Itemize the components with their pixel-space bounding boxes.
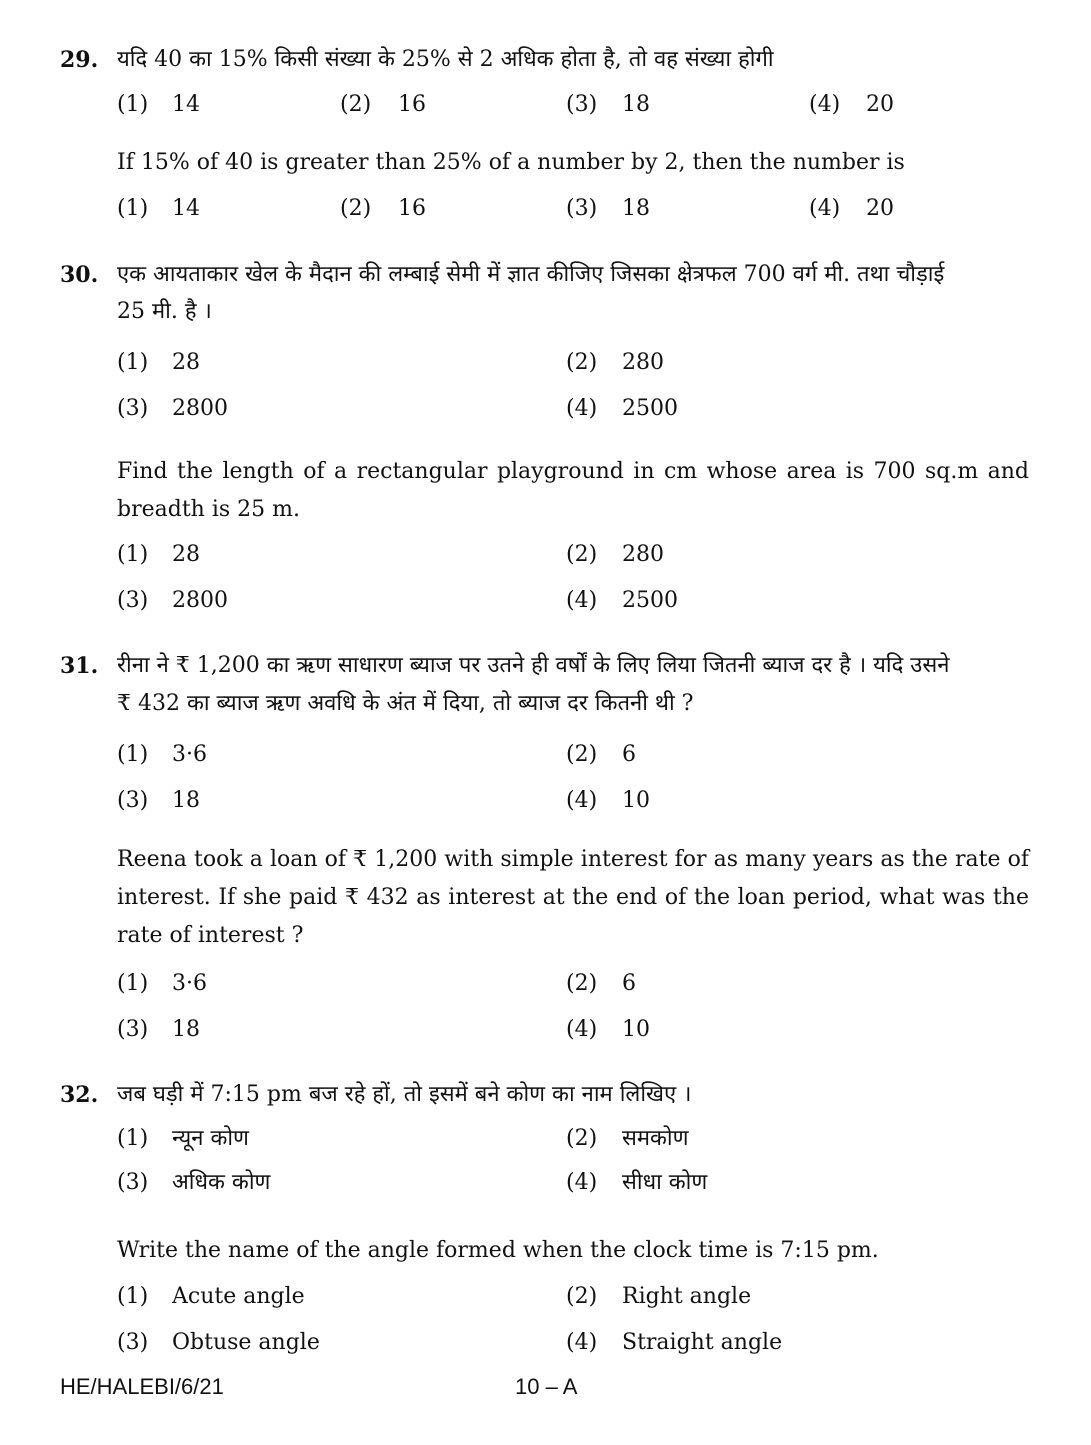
option-number: (4) — [566, 1330, 598, 1355]
option-number: (3) — [117, 1170, 149, 1195]
option-number: (3) — [566, 196, 598, 221]
option-value: 3·6 — [172, 742, 207, 767]
option-value: 18 — [622, 196, 650, 221]
option-value: 2500 — [622, 588, 678, 613]
option-value: 2800 — [172, 396, 228, 421]
option-value: 18 — [622, 92, 650, 117]
option-number: (2) — [340, 196, 372, 221]
option-value: 280 — [622, 542, 664, 567]
option-number: (1) — [117, 1284, 149, 1309]
footer-paper-code: HE/HALEBI/6/21 — [60, 1374, 224, 1399]
option-value: 18 — [172, 1017, 200, 1042]
option-number: (1) — [117, 350, 149, 375]
option-number: (1) — [117, 542, 149, 567]
option-number: (3) — [117, 788, 149, 813]
question-text-english: Reena took a loan of ₹ 1,200 with simple interest for as many years as the rate of interest. If she paid ₹ 432 as interest at the end of the loan period, what was the rate of interest ? — [117, 847, 1029, 948]
option-value: सीधा कोण — [622, 1170, 708, 1195]
option-number: (2) — [566, 1284, 598, 1309]
option-number: (4) — [566, 396, 598, 421]
option-value: 16 — [398, 92, 426, 117]
option-value: 10 — [622, 1017, 650, 1042]
option-value: न्यून कोण — [172, 1126, 249, 1151]
option-number: (2) — [566, 542, 598, 567]
option-number: (2) — [340, 92, 372, 117]
option-number: (2) — [566, 971, 598, 996]
question-number: 32. — [60, 1082, 99, 1108]
option-number: (3) — [117, 1330, 149, 1355]
option-value: 16 — [398, 196, 426, 221]
option-value: 14 — [172, 92, 200, 117]
option-value: 10 — [622, 788, 650, 813]
option-number: (1) — [117, 971, 149, 996]
option-value: 2800 — [172, 588, 228, 613]
question-text-english: Find the length of a rectangular playground in cm whose area is 700 sq.m and breadth is 25 m. — [117, 459, 1029, 522]
option-number: (3) — [117, 1017, 149, 1042]
question-text-hindi-line-2: ₹ 432 का ब्याज ऋण अवधि के अंत में दिया, तो ब्याज दर कितनी थी ? — [117, 691, 694, 716]
option-number: (4) — [566, 588, 598, 613]
question-number: 29. — [60, 47, 99, 73]
option-value: समकोण — [622, 1126, 689, 1151]
option-number: (2) — [566, 350, 598, 375]
option-number: (2) — [566, 742, 598, 767]
question-number: 30. — [60, 262, 99, 288]
question-text-english: Write the name of the angle formed when the clock time is 7:15 pm. — [117, 1238, 879, 1263]
option-number: (3) — [117, 588, 149, 613]
option-value: 6 — [622, 971, 636, 996]
option-value: अधिक कोण — [172, 1170, 271, 1195]
option-value: 2500 — [622, 396, 678, 421]
question-text-hindi-line-1: एक आयताकार खेल के मैदान की लम्बाई सेमी में ज्ञात कीजिए जिसका क्षेत्रफल 700 वर्ग मी. तथा चौड़ाई — [117, 262, 945, 287]
footer-page-number: 10 – A — [515, 1374, 578, 1399]
option-number: (3) — [566, 92, 598, 117]
option-number: (4) — [809, 92, 841, 117]
option-number: (4) — [566, 1017, 598, 1042]
option-number: (4) — [809, 196, 841, 221]
option-value: Acute angle — [172, 1284, 305, 1309]
question-text-hindi-line-2: 25 मी. है । — [117, 299, 212, 324]
option-number: (1) — [117, 742, 149, 767]
question-text-hindi: जब घड़ी में 7:15 pm बज रहे हों, तो इसमें बने कोण का नाम लिखिए । — [117, 1082, 692, 1107]
option-value: 28 — [172, 350, 200, 375]
option-value: Right angle — [622, 1284, 752, 1309]
question-text-hindi-line-1: रीना ने ₹ 1,200 का ऋण साधारण ब्याज पर उतने ही वर्षों के लिए लिया जितनी ब्याज दर है । यदि उसने — [117, 653, 950, 678]
option-value: 280 — [622, 350, 664, 375]
option-number: (1) — [117, 92, 149, 117]
option-number: (2) — [566, 1126, 598, 1151]
option-value: 18 — [172, 788, 200, 813]
question-number: 31. — [60, 653, 99, 679]
option-value: 20 — [866, 92, 894, 117]
option-value: Obtuse angle — [172, 1330, 320, 1355]
option-number: (3) — [117, 396, 149, 421]
option-value: 28 — [172, 542, 200, 567]
question-text-hindi: यदि 40 का 15% किसी संख्या के 25% से 2 अधिक होता है, तो वह संख्या होगी — [117, 47, 774, 72]
option-value: 6 — [622, 742, 636, 767]
option-value: 14 — [172, 196, 200, 221]
option-number: (4) — [566, 788, 598, 813]
option-value: 3·6 — [172, 971, 207, 996]
option-value: Straight angle — [622, 1330, 783, 1355]
option-value: 20 — [866, 196, 894, 221]
option-number: (4) — [566, 1170, 598, 1195]
question-text-english: If 15% of 40 is greater than 25% of a number by 2, then the number is — [117, 150, 905, 175]
option-number: (1) — [117, 196, 149, 221]
option-number: (1) — [117, 1126, 149, 1151]
